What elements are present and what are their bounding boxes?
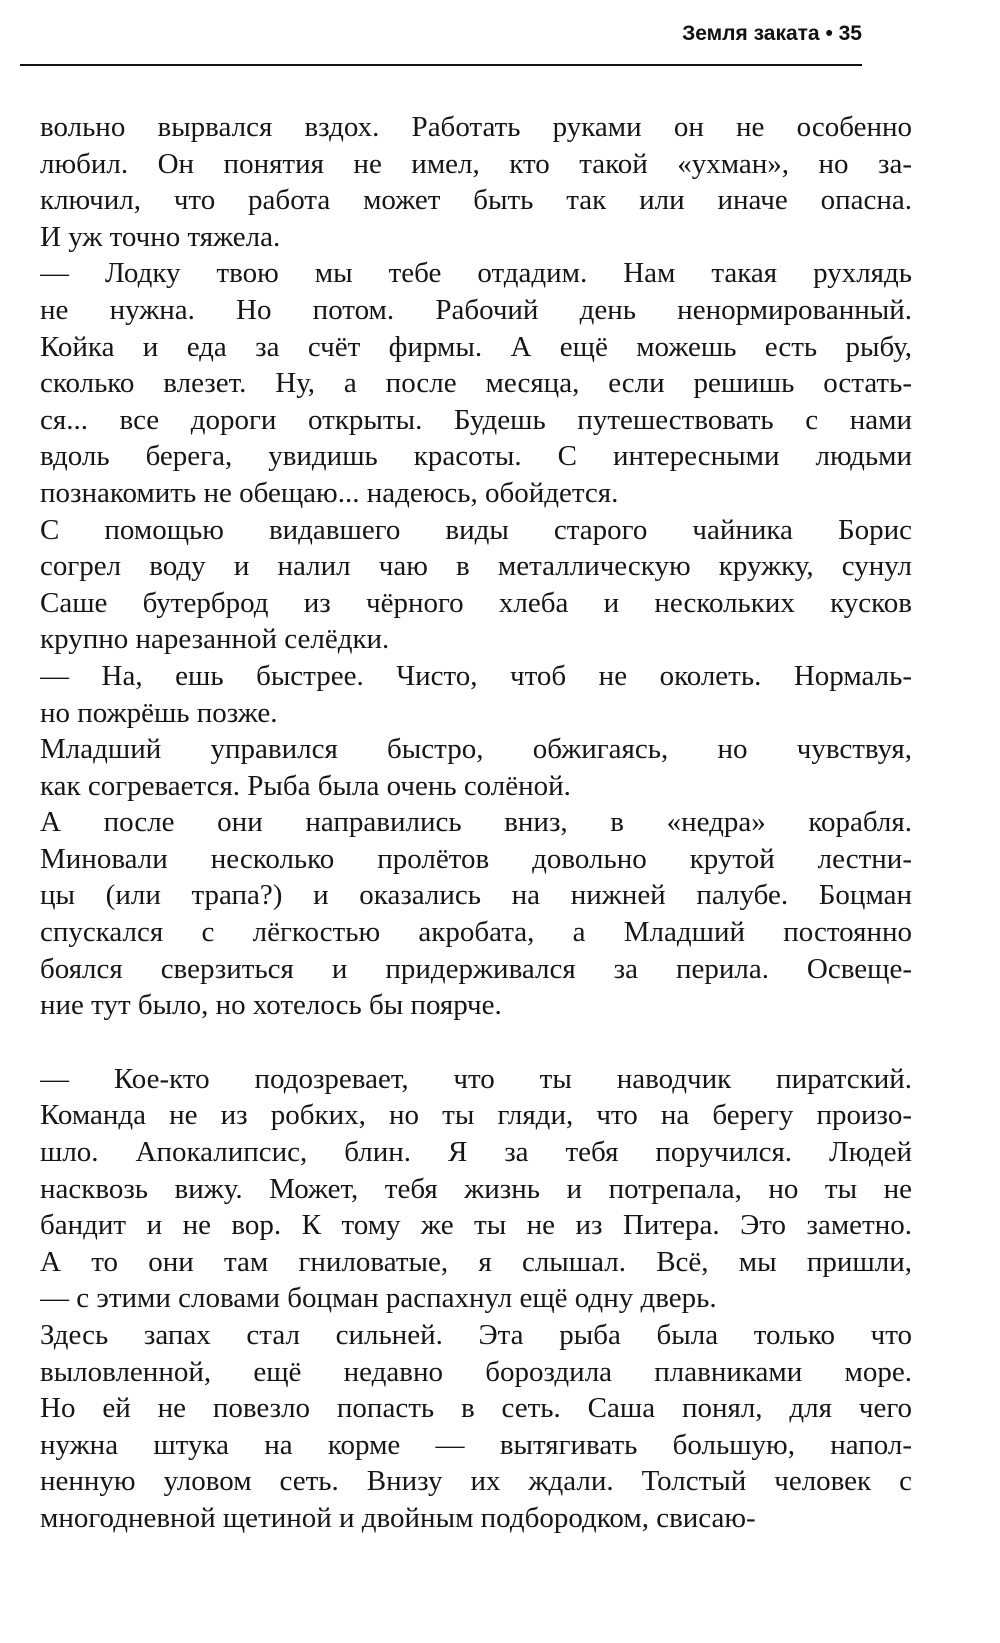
text-line: согрел воду и налил чаю в металлическую кружку, сунул [40,550,912,583]
text-line: — На, ешь быстрее. Чисто, чтоб не околеть. Нормаль- [40,659,912,692]
header-rule [20,64,862,66]
text-line: Младший управился быстро, обжигаясь, но чувствуя, [40,733,912,766]
paragraph [40,1061,912,1317]
text-line: крупно нарезанной селёдки. [40,623,390,656]
text-line: Саше бутерброд из чёрного хлеба и нескольких кусков [40,586,912,619]
paragraph [40,1317,912,1537]
text-line: цы (или трапа?) и оказались на нижней палубе. Боцман [40,879,912,912]
text-line: многодневной щетиной и двойным подбородком, свисаю- [40,1501,756,1534]
text-line: С помощью видавшего виды старого чайника Борис [40,513,912,546]
text-line: И уж точно тяжела. [40,220,281,253]
text-line: вольно вырвался вздох. Работать руками он не особенно [40,111,912,143]
paragraph [40,255,912,511]
text-line: бандит и не вор. К тому же ты не из Питера. Это заметно. [40,1209,912,1242]
text-line: нужна штука на корме — вытягивать большую, напол- [40,1428,912,1461]
text-line: любил. Он понятия не имел, кто такой «ухман», но за- [40,147,912,180]
text-line: как согревается. Рыба была очень солёной. [40,769,571,802]
text-line: познакомить не обещаю... надеюсь, обойдется. [40,476,619,509]
text-line: сколько влезет. Ну, а после месяца, если решишь остать- [40,367,912,400]
paragraph [40,804,912,1024]
text-line: Команда не из робких, но ты гляди, что на берегу произо- [40,1099,912,1132]
text-line: А то они там гниловатые, я слышал. Всё, мы пришли, [40,1245,912,1278]
text-line: — Лодку твою мы тебе отдадим. Нам такая рухлядь [40,257,912,290]
body-text [40,109,912,1537]
text-line: насквозь вижу. Может, тебя жизнь и потрепала, но ты не [40,1172,912,1205]
paragraph [40,658,912,731]
paragraph [40,731,912,804]
section-break [40,1024,912,1061]
text-line: спускался с лёгкостью акробата, а Младший постоянно [40,916,912,949]
text-line: ся... все дороги открыты. Будешь путешествовать с нами [40,403,912,436]
text-line: — Кое-кто подозревает, что ты наводчик пиратский. [40,1062,912,1095]
text-line: шло. Апокалипсис, блин. Я за тебя поручился. Людей [40,1136,912,1169]
text-line: ключил, что работа может быть так или иначе опасна. [40,184,912,217]
text-line: Койка и еда за счёт фирмы. А ещё можешь есть рыбу, [40,330,912,363]
text-line: Но ей не повезло попасть в сеть. Саша понял, для чего [40,1392,912,1425]
text-line: выловленной, ещё недавно бороздила плавниками море. [40,1355,912,1388]
text-line: А после они направились вниз, в «недра» корабля. [40,806,912,839]
text-line: ние тут было, но хотелось бы поярче. [40,989,502,1022]
text-line: вдоль берега, увидишь красоты. С интересными людьми [40,440,912,473]
text-line: не нужна. Но потом. Рабочий день ненормированный. [40,293,912,326]
paragraph [40,109,912,255]
text-line: боялся сверзиться и придерживался за перила. Освеще- [40,952,912,985]
text-line: Здесь запах стал сильней. Эта рыба была только что [40,1319,912,1351]
paragraph [40,512,912,658]
running-head: Земля заката • 35 [682,22,862,45]
text-line: ненную уловом сеть. Внизу их ждали. Толстый человек с [40,1465,912,1498]
text-line: но пожрёшь позже. [40,696,278,729]
text-line: — с этими словами боцман распахнул ещё одну дверь. [40,1282,717,1315]
text-line: Миновали несколько пролётов довольно крутой лестни- [40,842,912,875]
